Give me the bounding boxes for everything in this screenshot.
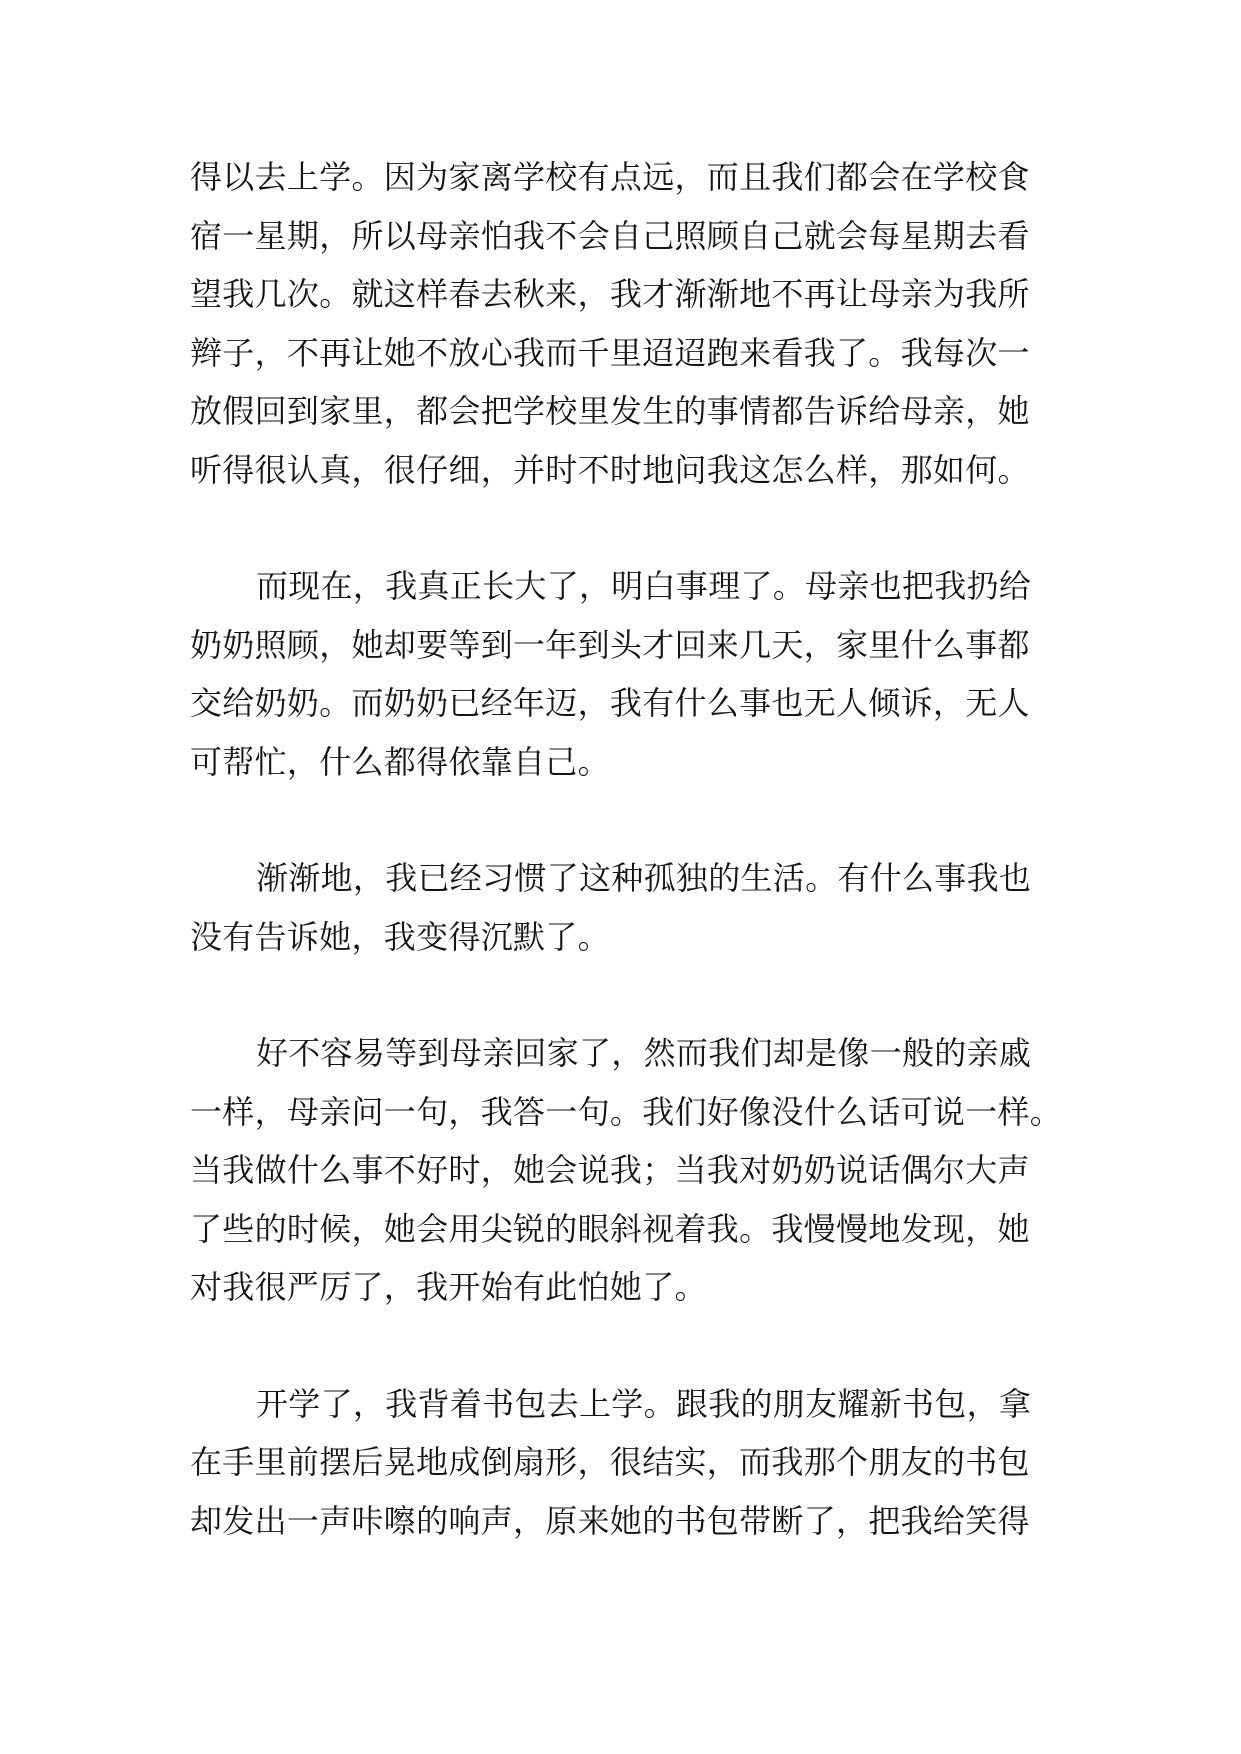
paragraph-1 bbox=[190, 148, 1060, 499]
paragraph-3 bbox=[190, 849, 1060, 966]
text-line: 而现在，我真正长大了，明白事理了。母亲也把我扔给 bbox=[256, 567, 1032, 605]
text-line: 望我几次。就这样春去秋来，我才渐渐地不再让母亲为我所 bbox=[190, 275, 1030, 313]
text-line: 却发出一声咔嚓的响声，原来她的书包带断了，把我给笑得 bbox=[190, 1501, 1030, 1540]
paragraph-5 bbox=[190, 1375, 1060, 1551]
paragraph-4 bbox=[190, 1024, 1063, 1317]
text-line: 得以去上学。因为家离学校有点远，而且我们都会在学校食 bbox=[190, 158, 1030, 196]
text-line: 听得很认真，很仔细，并时不时地问我这怎么样，那如何。 bbox=[190, 450, 1030, 489]
text-line: 一样，母亲问一句，我答一句。我们好像没什么话可说一样。 bbox=[190, 1092, 1063, 1131]
text-line: 辫子，不再让她不放心我而千里迢迢跑来看我了。我每次一 bbox=[190, 333, 1030, 372]
text-line: 好不容易等到母亲回家了，然而我们却是像一般的亲戚 bbox=[256, 1034, 1032, 1072]
paragraph-2 bbox=[190, 557, 1060, 791]
text-line: 没有告诉她，我变得沉默了。 bbox=[190, 917, 610, 956]
text-line: 了些的时候，她会用尖锐的眼斜视着我。我慢慢地发现，她 bbox=[190, 1209, 1030, 1248]
text-line: 对我很严厉了，我开始有此怕她了。 bbox=[190, 1268, 707, 1306]
text-line: 奶奶照顾，她却要等到一年到头才回来几天，家里什么事都 bbox=[190, 625, 1030, 664]
text-line: 放假回到家里，都会把学校里发生的事情都告诉给母亲，她 bbox=[190, 392, 1030, 430]
body-text bbox=[190, 148, 1063, 1550]
text-line: 渐渐地，我已经习惯了这种孤独的生活。有什么事我也 bbox=[256, 859, 1032, 897]
text-line: 可帮忙，什么都得依靠自己。 bbox=[190, 742, 610, 781]
text-line: 交给奶奶。而奶奶已经年迈，我有什么事也无人倾诉，无人 bbox=[190, 684, 1030, 722]
text-line: 开学了，我背着书包去上学。跟我的朋友耀新书包，拿 bbox=[256, 1384, 1032, 1423]
text-line: 宿一星期，所以母亲怕我不会自己照顾自己就会每星期去看 bbox=[190, 216, 1030, 255]
text-line: 在手里前摆后晃地成倒扇形，很结实，而我那个朋友的书包 bbox=[190, 1443, 1030, 1481]
text-line: 当我做什么事不好时，她会说我；当我对奶奶说话偶尔大声 bbox=[190, 1151, 1030, 1189]
